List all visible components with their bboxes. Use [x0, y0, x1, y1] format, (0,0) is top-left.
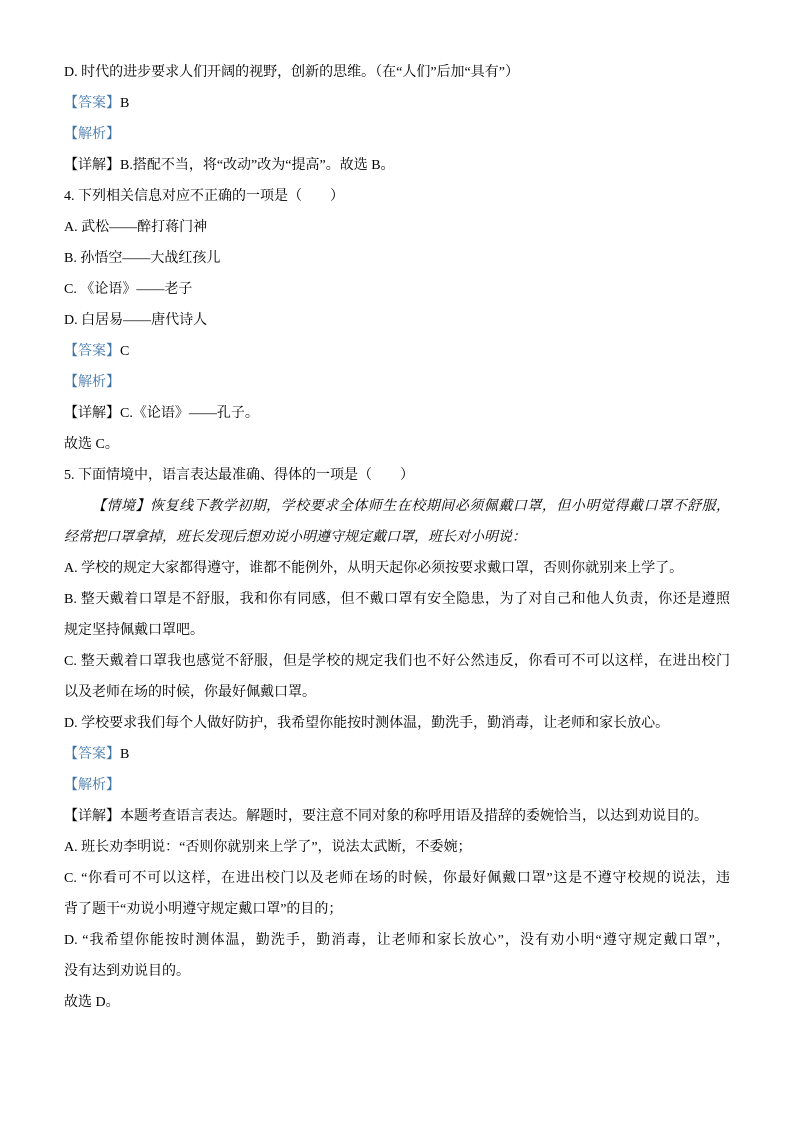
text-segment: 【详解】本题考查语言表达。解题时，要注意不同对象的称呼用语及措辞的委婉恰当，以达到劝说目的。 [64, 809, 708, 824]
text-segment: 以及老师在场的时候，你最好佩戴口罩。 [64, 685, 316, 700]
q5-option-c-line-1 [64, 646, 730, 677]
text-segment: C [120, 344, 130, 359]
text-segment: B [120, 747, 130, 762]
q5-explain-c-line-1 [64, 863, 730, 894]
analysis-label: 【解析】 [64, 127, 120, 142]
text-segment: 背了题干“劝说小明遵守规定戴口罩”的目的； [64, 902, 343, 917]
q5-context-line-2 [64, 522, 730, 553]
text-segment: D. 学校要求我们每个人做好防护，我希望你能按时测体温，勤洗手，勤消毒，让老师和家长放心。 [64, 716, 670, 731]
text-segment: D. “我希望你能按时测体温，勤洗手，勤消毒，让老师和家长放心”，没有劝小明“遵守规定戴口罩”， [64, 933, 730, 948]
q4-analysis [64, 367, 730, 398]
text-segment: 规定坚持佩戴口罩吧。 [64, 623, 204, 638]
answer-label: 【答案】 [64, 344, 120, 359]
text-segment: 没有达到劝说目的。 [64, 964, 190, 979]
text-segment: D. 时代的进步要求人们开阔的视野，创新的思维。（在“人们”后加“具有”） [64, 65, 519, 80]
q4-option-b [64, 243, 730, 274]
text-segment: B. 整天戴着口罩是不舒服，我和你有同感，但不戴口罩有安全隐患，为了对自己和他人负责，你还是遵照 [64, 592, 730, 607]
q3-option-d [64, 57, 730, 88]
analysis-label: 【解析】 [64, 778, 120, 793]
q5-option-b-line-2 [64, 615, 730, 646]
q5-option-b-line-1 [64, 584, 730, 615]
q4-detail [64, 398, 730, 429]
text-segment: 4. 下列相关信息对应不正确的一项是（ ） [64, 189, 344, 204]
q5-option-d [64, 708, 730, 739]
q5-answer [64, 739, 730, 770]
q5-option-c-line-2 [64, 677, 730, 708]
text-segment: 【情境】恢复线下教学初期，学校要求全体师生在校期间必须佩戴口罩，但小明觉得戴口罩不舒服， [92, 499, 730, 514]
q4-answer [64, 336, 730, 367]
text-segment: 【详解】C.《论语》——孔子。 [64, 406, 259, 421]
text-segment: 经常把口罩拿掉，班长发现后想劝说小明遵守规定戴口罩，班长对小明说： [64, 530, 526, 545]
answer-label: 【答案】 [64, 747, 120, 762]
text-segment: C. “你看可不可以这样，在进出校门以及老师在场的时候，你最好佩戴口罩”这是不遵守校规的说法，违 [64, 871, 730, 886]
q4-stem [64, 181, 730, 212]
q3-analysis [64, 119, 730, 150]
text-segment: 【详解】B.搭配不当，将“改动”改为“提高”。故选 B。 [64, 158, 395, 173]
text-segment: C. 整天戴着口罩我也感觉不舒服，但是学校的规定我们也不好公然违反，你看可不可以这样，在进出校门 [64, 654, 730, 669]
q5-explain-d-line-1 [64, 925, 730, 956]
text-segment: B [120, 96, 130, 111]
q3-detail [64, 150, 730, 181]
q5-explain-d-line-2 [64, 956, 730, 987]
answer-label: 【答案】 [64, 96, 120, 111]
q5-conclusion [64, 987, 730, 1018]
document-content [64, 57, 730, 1018]
text-segment: 故选 C。 [64, 437, 119, 452]
q5-explain-c-line-2 [64, 894, 730, 925]
q5-explain-a [64, 832, 730, 863]
q4-option-a [64, 212, 730, 243]
q4-conclusion [64, 429, 730, 460]
q5-analysis [64, 770, 730, 801]
text-segment: A. 武松——醉打蒋门神 [64, 220, 208, 235]
text-segment: C. 《论语》——老子 [64, 282, 193, 297]
analysis-label: 【解析】 [64, 375, 120, 390]
text-segment: 故选 D。 [64, 995, 120, 1010]
text-segment: A. 班长劝李明说：“否则你就别来上学了”，说法太武断，不委婉； [64, 840, 472, 855]
text-segment: B. 孙悟空——大战红孩儿 [64, 251, 221, 266]
text-segment: D. 白居易——唐代诗人 [64, 313, 208, 328]
q4-option-c [64, 274, 730, 305]
q5-detail [64, 801, 730, 832]
text-segment: 5. 下面情境中，语言表达最准确、得体的一项是（ ） [64, 468, 414, 483]
text-segment: A. 学校的规定大家都得遵守，谁都不能例外，从明天起你必须按要求戴口罩，否则你就别来上学了。 [64, 561, 684, 576]
q5-option-a [64, 553, 730, 584]
q5-context-line-1 [64, 491, 730, 522]
q5-stem [64, 460, 730, 491]
q4-option-d [64, 305, 730, 336]
q3-answer [64, 88, 730, 119]
